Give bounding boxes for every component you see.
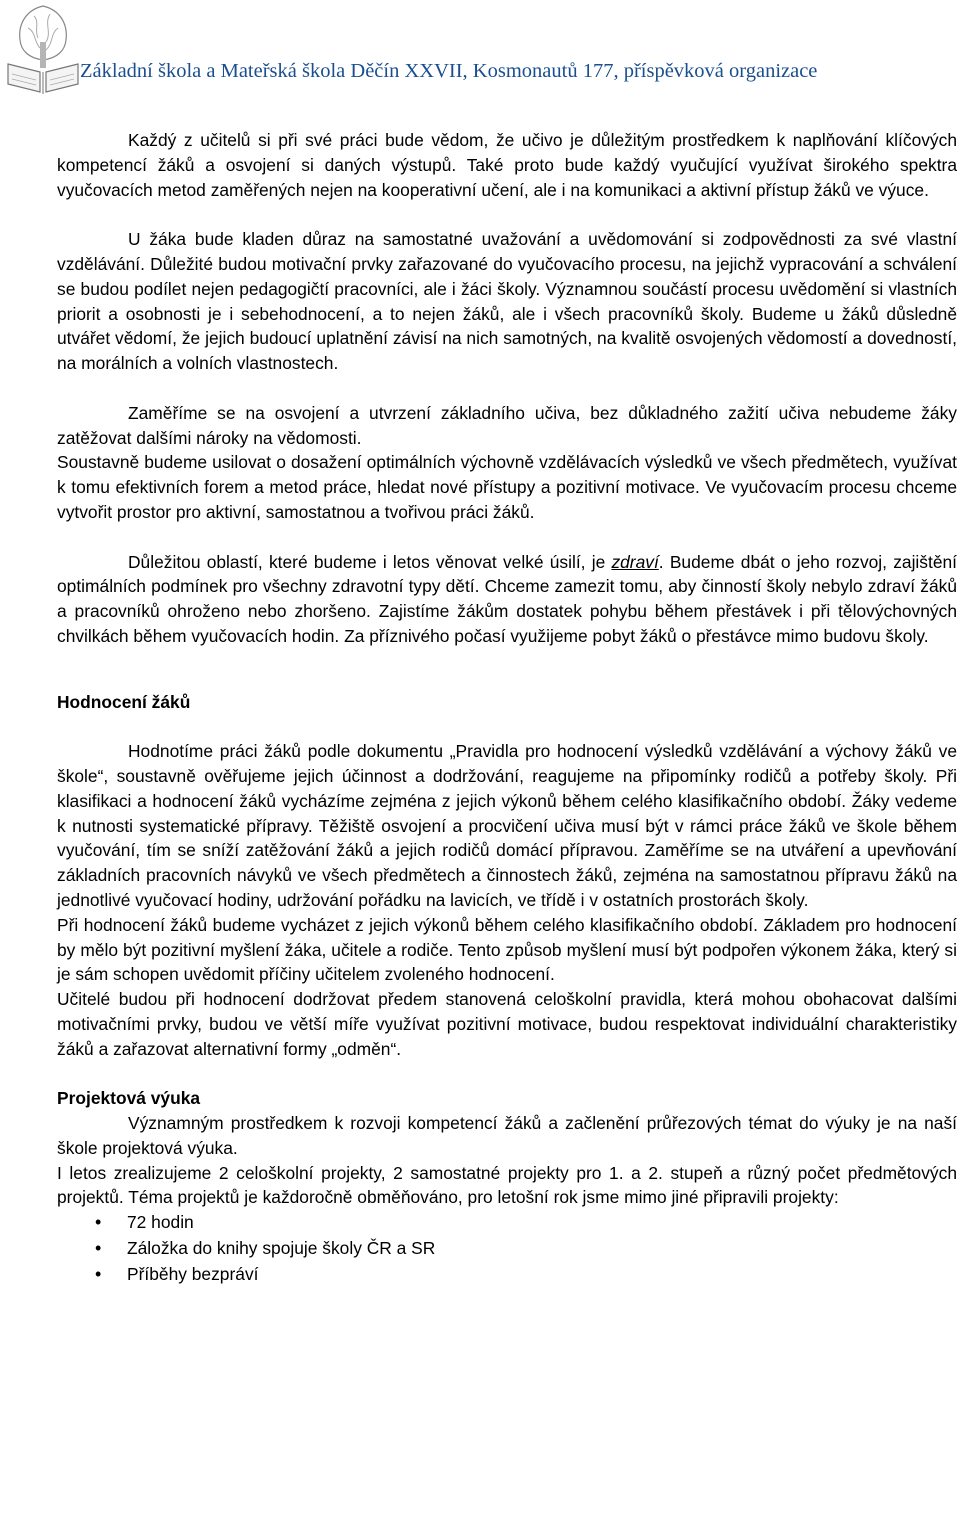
project-list <box>57 1210 957 1288</box>
heading-projektova: Projektová výuka <box>57 1088 201 1109</box>
paragraph-evaluation-rules: Hodnotíme práci žáků podle dokumentu „Pravidla pro hodnocení výsledků vzdělávání a výchovy žáků ve škole“, soustavně ověřujeme jejich účinnost a dodržování, reagujeme na připomínky rodičů a potřeby školy. Při klasifikaci a hodnocení žáků vycházíme zejména z jejich výkonů během celého klasifikačního období. Žáky vedeme k nutnosti systematické přípravy. Těžiště osvojení a procvičení učiva musí být v rámci práce žáků ve škole během vyučování, tím se sníží zatěžování žáků a jejich rodičů domácí přípravou. Zaměříme se na utváření a upevňování základních pracovních návyků ve všech předmětech a činnostech žáků, zejména na samostatnou přípravu žáků na jednotlivé vyučovací hodiny, udržování pořádku na lavicích, ve třídě i v ostatních prostorách školy. <box>57 741 957 910</box>
list-item: • 72 hodin <box>57 1210 957 1236</box>
list-item: • Příběhy bezpráví <box>57 1262 957 1288</box>
health-emphasis: zdraví <box>611 551 659 572</box>
school-name-title: Základní škola a Mateřská škola Děčín XXVII, Kosmonautů 177, příspěvková organizace <box>80 60 818 82</box>
paragraph-evaluation-teachers: Učitelé budou při hodnocení dodržovat předem stanovená celoškolní pravidla, která mohou obohacovat dalšími motivačními prvky, budou ve větší míře využívat pozitivní motivace, budou respektovat individuální charakteristiky žáků a zařazovat alternativní formy „odměn“. <box>57 989 957 1059</box>
paragraph-competences: Každý z učitelů si při své práci bude vědom, že učivo je důležitým prostředkem k naplňování klíčových kompetencí žáků a osvojení si daných výstupů. Také proto bude každý vyučující využívat širokého spektra vyučovacích metod zaměřených nejen na kooperativní učení, ale i na komunikaci a aktivní přístup žáků ve výuce. <box>57 130 957 200</box>
paragraph-health <box>57 550 957 649</box>
page-header <box>0 0 960 100</box>
school-tree-book-logo <box>4 2 82 98</box>
health-text-before: Důležitou oblastí, které budeme i letos věnovat velké úsilí, je <box>128 551 612 572</box>
paragraph-student-responsibility: U žáka bude kladen důraz na samostatné uvažování a uvědomování si zodpovědnosti za své vlastní vzdělávání. Důležité budou motivační prvky zařazované do vyučovacího procesu, na jejichž vypracování a schválení se budou podílet nejen pedagogičtí pracovníci, ale i žáci školy. Významnou součástí procesu uvědomění si vlastních priorit a osobnosti je i sebehodnocení, a to nejen žáků, ale i všech pracovníků školy. Budeme u žáků důsledně utvářet vědomí, že jejich budoucí uplatnění závisí na nich samotných, na kvalitě osvojených vědomostí a dovedností, na morálních a volních vlastnostech. <box>57 229 957 374</box>
document-body <box>57 128 957 1288</box>
health-text-after: . Budeme dbát o jeho rozvoj, zajištění optimálních podmínek pro všechny zdravotní typy dětí. Chceme zamezit tomu, aby činností školy nebylo zdraví žáků a pracovníků ohroženo nebo zhoršeno. Zajistíme žákům dostatek pohybu během přestávek i při tělovýchovných chvilkách během vyučovacích hodin. Za příznivého počasí využijeme pobyt žáků o přestávce mimo budovu školy. <box>57 551 957 646</box>
paragraph-optimal-results: Soustavně budeme usilovat o dosažení optimálních výchovně vzdělávacích výsledků ve všech předmětech, využívat k tomu efektivních forem a metod práce, hledat nové přístupy a pozitivní motivace. Ve vyučovacím procesu chceme vytvořit prostor pro aktivní, samostatnou a tvořivou práci žáků. <box>57 452 957 522</box>
list-item: • Záložka do knihy spojuje školy ČR a SR <box>57 1236 957 1262</box>
heading-hodnoceni: Hodnocení žáků <box>57 691 191 712</box>
paragraph-basic-curriculum: Zaměříme se na osvojení a utvrzení základního učiva, bez důkladného zažití učiva nebudeme žáky zatěžovat dalšími nároky na vědomosti. <box>57 402 957 448</box>
paragraph-evaluation-positive: Při hodnocení žáků budeme vycházet z jejich výkonů během celého klasifikačního období. Základem pro hodnocení by mělo být pozitivní myšlení žáka, učitele a rodiče. Tento způsob myšlení musí být podpořen výkonem žáka, který si je sám schopen uvědomit příčiny učitelem zvoleného hodnocení. <box>57 914 957 985</box>
paragraph-project-teaching: Významným prostředkem k rozvoji kompetencí žáků a začlenění průřezových témat do výuky je na naší škole projektová výuka. <box>57 1113 957 1158</box>
paragraph-projects-this-year: I letos zrealizujeme 2 celoškolní projekty, 2 samostatné projekty pro 1. a 2. stupeň a různý počet předmětových projektů. Téma projektů je každoročně obměňováno, pro letošní rok jsme mimo jiné připravili projekty: <box>57 1162 957 1208</box>
